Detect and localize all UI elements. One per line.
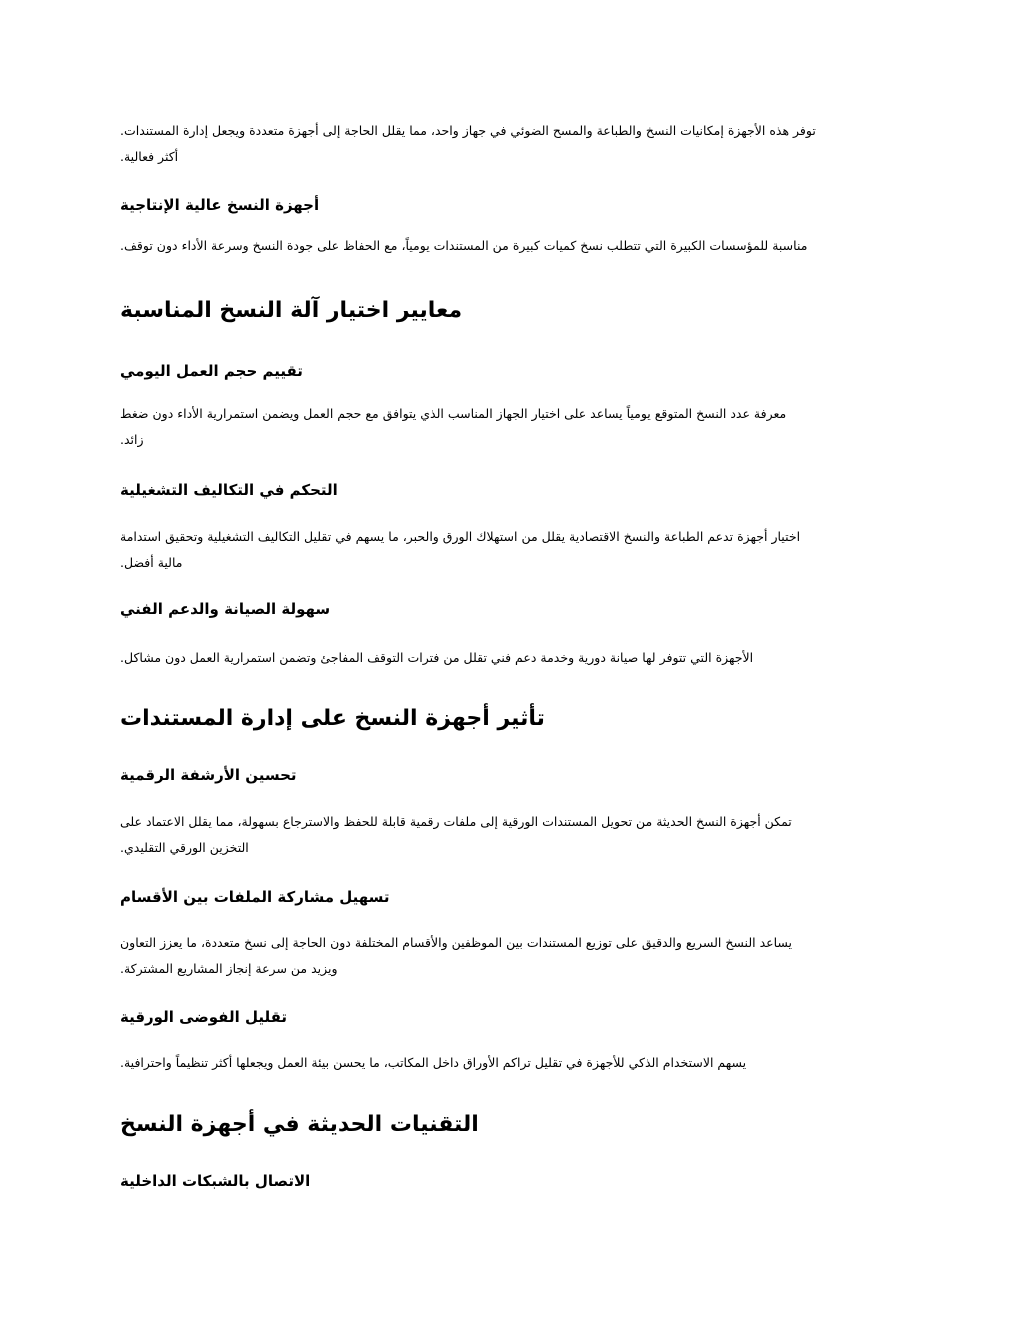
subheading: تسهيل مشاركة الملفات بين الأقسام	[120, 888, 390, 906]
section-heading: التقنيات الحديثة في أجهزة النسخ	[120, 1112, 479, 1137]
subheading: تقييم حجم العمل اليومي	[120, 362, 303, 380]
paragraph-line: .مناسبة للمؤسسات الكبيرة التي تتطلب نسخ كميات كبيرة من المستندات يومياً، مع الحفاظ على جودة النسخ وسرعة الأداء دون توقف	[120, 238, 808, 253]
paragraph-line: .الأجهزة التي تتوفر لها صيانة دورية وخدمة دعم فني تقلل من فترات التوقف المفاجئ وتضمن استمرارية العمل دون مشاكل	[120, 650, 754, 665]
section-heading: تأثير أجهزة النسخ على إدارة المستندات	[120, 706, 545, 731]
paragraph-line: .أكثر فعالية	[120, 149, 179, 164]
paragraph-line: .مالية أفضل	[120, 555, 183, 570]
paragraph-line: .زائد	[120, 432, 144, 447]
paragraph-line: .توفر هذه الأجهزة إمكانيات النسخ والطباعة والمسح الضوئي في جهاز واحد، مما يقلل الحاجة إلى أجهزة متعددة ويجعل إدارة المستندات	[120, 123, 816, 138]
paragraph-line: معرفة عدد النسخ المتوقع يومياً يساعد على اختيار الجهاز المناسب الذي يتوافق مع حجم العمل ويضمن استمرارية الأداء دون ضغط	[120, 406, 787, 421]
subheading: الاتصال بالشبكات الداخلية	[120, 1172, 311, 1190]
subheading: سهولة الصيانة والدعم الفني	[120, 600, 331, 618]
section-heading: معايير اختيار آلة النسخ المناسبة	[120, 298, 463, 323]
paragraph-line: .التخزين الورقي التقليدي	[120, 840, 249, 855]
paragraph-line: .ويزيد من سرعة إنجاز المشاريع المشتركة	[120, 961, 338, 976]
subheading: تحسين الأرشفة الرقمية	[120, 766, 297, 784]
paragraph-line: .يسهم الاستخدام الذكي للأجهزة في تقليل تراكم الأوراق داخل المكاتب، ما يحسن بيئة العمل ويجعلها أكثر تنظيماً واحترافية	[120, 1055, 747, 1070]
paragraph-line: تمكن أجهزة النسخ الحديثة من تحويل المستندات الورقية إلى ملفات رقمية قابلة للحفظ والاسترجاع بسهولة، مما يقلل الاعتماد على	[120, 814, 792, 829]
paragraph-line: اختيار أجهزة تدعم الطباعة والنسخ الاقتصادية يقلل من استهلاك الورق والحبر، ما يسهم في تقليل التكاليف التشغيلية وتحقيق استدامة	[120, 529, 801, 544]
subheading: التحكم في التكاليف التشغيلية	[120, 481, 338, 499]
subheading: تقليل الفوضى الورقية	[120, 1008, 288, 1026]
paragraph-line: يساعد النسخ السريع والدقيق على توزيع المستندات بين الموظفين والأقسام المختلفة دون الحاجة إلى نسخ متعددة، ما يعزز التعاون	[120, 935, 793, 950]
subheading: أجهزة النسخ عالية الإنتاجية	[120, 196, 320, 214]
